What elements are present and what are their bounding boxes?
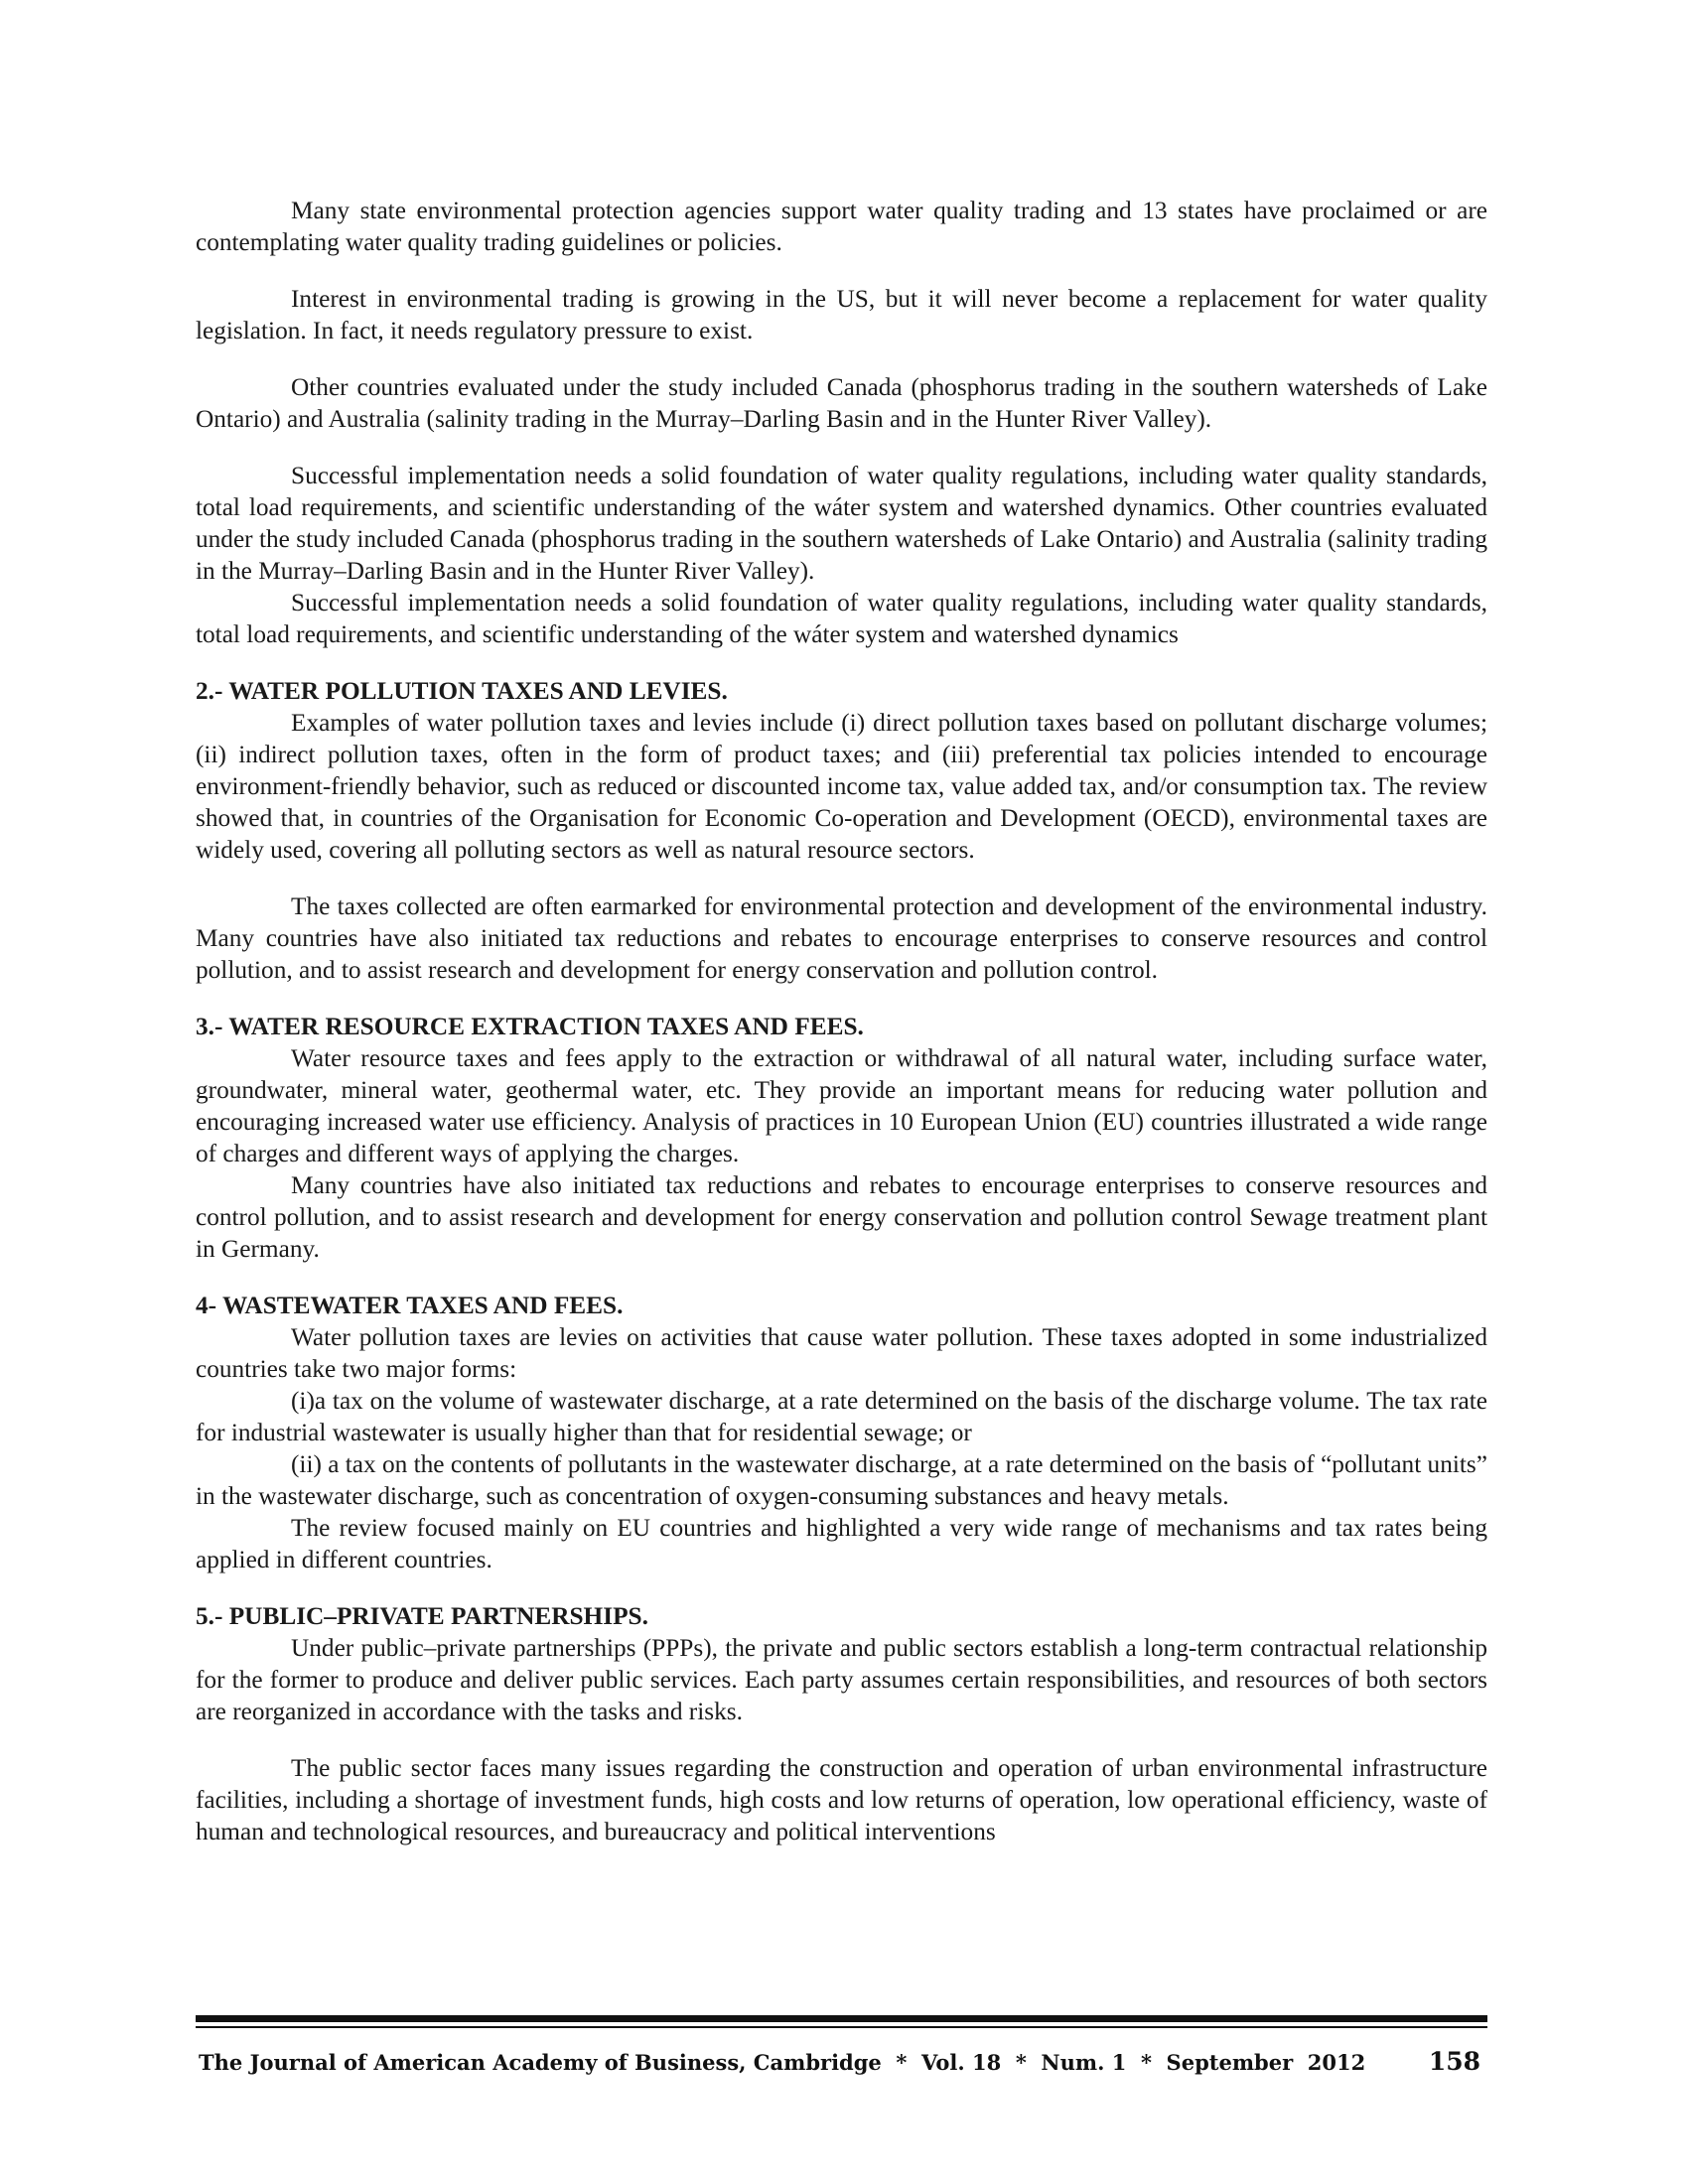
- paragraph-trading-agencies: Many state environmental protection agencies support water quality trading and 13 states have proclaimed or are contemplating water quality trading guidelines or policies.: [196, 197, 1487, 256]
- section-heading-extraction-taxes: 3.- WATER RESOURCE EXTRACTION TAXES AND FEES.: [196, 1013, 864, 1040]
- paragraph-trading-interest: Interest in environmental trading is growing in the US, but it will never become a replacement for water quality legislation. In fact, it needs regulatory pressure to exist.: [196, 285, 1487, 344]
- paragraph-volume-tax: (i)a tax on the volume of wastewater discharge, at a rate determined on the basis of the discharge volume. The tax rate for industrial wastewater is usually higher than that for residential sewage; or: [196, 1387, 1487, 1446]
- footer-divider-thin: [196, 2026, 1487, 2028]
- section-heading-wastewater-taxes: 4- WASTEWATER TAXES AND FEES.: [196, 1292, 624, 1319]
- page-number: 158: [1428, 2047, 1480, 2076]
- paragraph-public-sector-issues: The public sector faces many issues regarding the construction and operation of urban environmental infrastructure facilities, including a shortage of investment funds, high costs and low returns of operation, low operational efficiency, waste of human and technological resources, and bureaucracy and political interventions: [196, 1754, 1487, 1845]
- footer-journal-citation: The Journal of American Academy of Business, Cambridge * Vol. 18 * Num. 1 * September 2012: [199, 2050, 1366, 2075]
- section-heading-ppp: 5.- PUBLIC–PRIVATE PARTNERSHIPS.: [196, 1602, 648, 1630]
- paragraph-implementation-repeat: Successful implementation needs a solid foundation of water quality regulations, including water quality standards, total load requirements, and scientific understanding of the wáter system and watershed dynamics: [196, 589, 1487, 648]
- paragraph-tax-reductions: Many countries have also initiated tax reductions and rebates to encourage enterprises to conserve resources and control pollution, and to assist research and development for energy conservation and pollution control Sewage treatment plant in Germany.: [196, 1171, 1487, 1263]
- paragraph-other-countries: Other countries evaluated under the study included Canada (phosphorus trading in the southern watersheds of Lake Ontario) and Australia (salinity trading in the Murray–Darling Basin and in the Hunter River Valley).: [196, 373, 1487, 433]
- paragraph-ppp-definition: Under public–private partnerships (PPPs), the private and public sectors establish a long-term contractual relationship for the former to produce and deliver public services. Each party assumes certain responsibilities, and resources of both sectors are reorganized in accordance with the tasks and risks.: [196, 1634, 1487, 1725]
- section-heading-pollution-taxes: 2.- WATER POLLUTION TAXES AND LEVIES.: [196, 677, 728, 705]
- footer-divider-thick: [196, 2015, 1487, 2022]
- paragraph-eu-review: The review focused mainly on EU countries and highlighted a very wide range of mechanisms and tax rates being applied in different countries.: [196, 1514, 1487, 1573]
- paragraph-pollutant-tax: (ii) a tax on the contents of pollutants in the wastewater discharge, at a rate determined on the basis of “pollutant units” in the wastewater discharge, such as concentration of oxygen-consuming substances and heavy metals.: [196, 1450, 1487, 1510]
- paragraph-pollution-levies: Water pollution taxes are levies on activities that cause water pollution. These taxes adopted in some industrialized countries take two major forms:: [196, 1323, 1487, 1383]
- page-footer: [199, 2047, 1484, 2076]
- page-body: [196, 195, 1487, 1847]
- paragraph-taxes-collected: The taxes collected are often earmarked for environmental protection and development of the environmental industry. Many countries have also initiated tax reductions and rebates to encourage enterprises to conserve resources and control pollution, and to assist research and development for energy conservation and pollution control.: [196, 892, 1487, 984]
- paragraph-extraction-fees: Water resource taxes and fees apply to the extraction or withdrawal of all natural water, including surface water, groundwater, mineral water, geothermal water, etc. They provide an important means for reducing water pollution and encouraging increased water use efficiency. Analysis of practices in 10 European Union (EU) countries illustrated a wide range of charges and different ways of applying the charges.: [196, 1044, 1487, 1167]
- paragraph-implementation: Successful implementation needs a solid foundation of water quality regulations, including water quality standards, total load requirements, and scientific understanding of the wáter system and watershed dynamics. Other countries evaluated under the study included Canada (phosphorus trading in the southern watersheds of Lake Ontario) and Australia (salinity trading in the Murray–Darling Basin and in the Hunter River Valley).: [196, 462, 1487, 585]
- paragraph-pollution-taxes-examples: Examples of water pollution taxes and levies include (i) direct pollution taxes based on pollutant discharge volumes; (ii) indirect pollution taxes, often in the form of product taxes; and (iii) preferential tax policies intended to encourage environment-friendly behavior, such as reduced or discounted income tax, value added tax, and/or consumption tax. The review showed that, in countries of the Organisation for Economic Co-operation and Development (OECD), environmental taxes are widely used, covering all polluting sectors as well as natural resource sectors.: [196, 709, 1487, 864]
